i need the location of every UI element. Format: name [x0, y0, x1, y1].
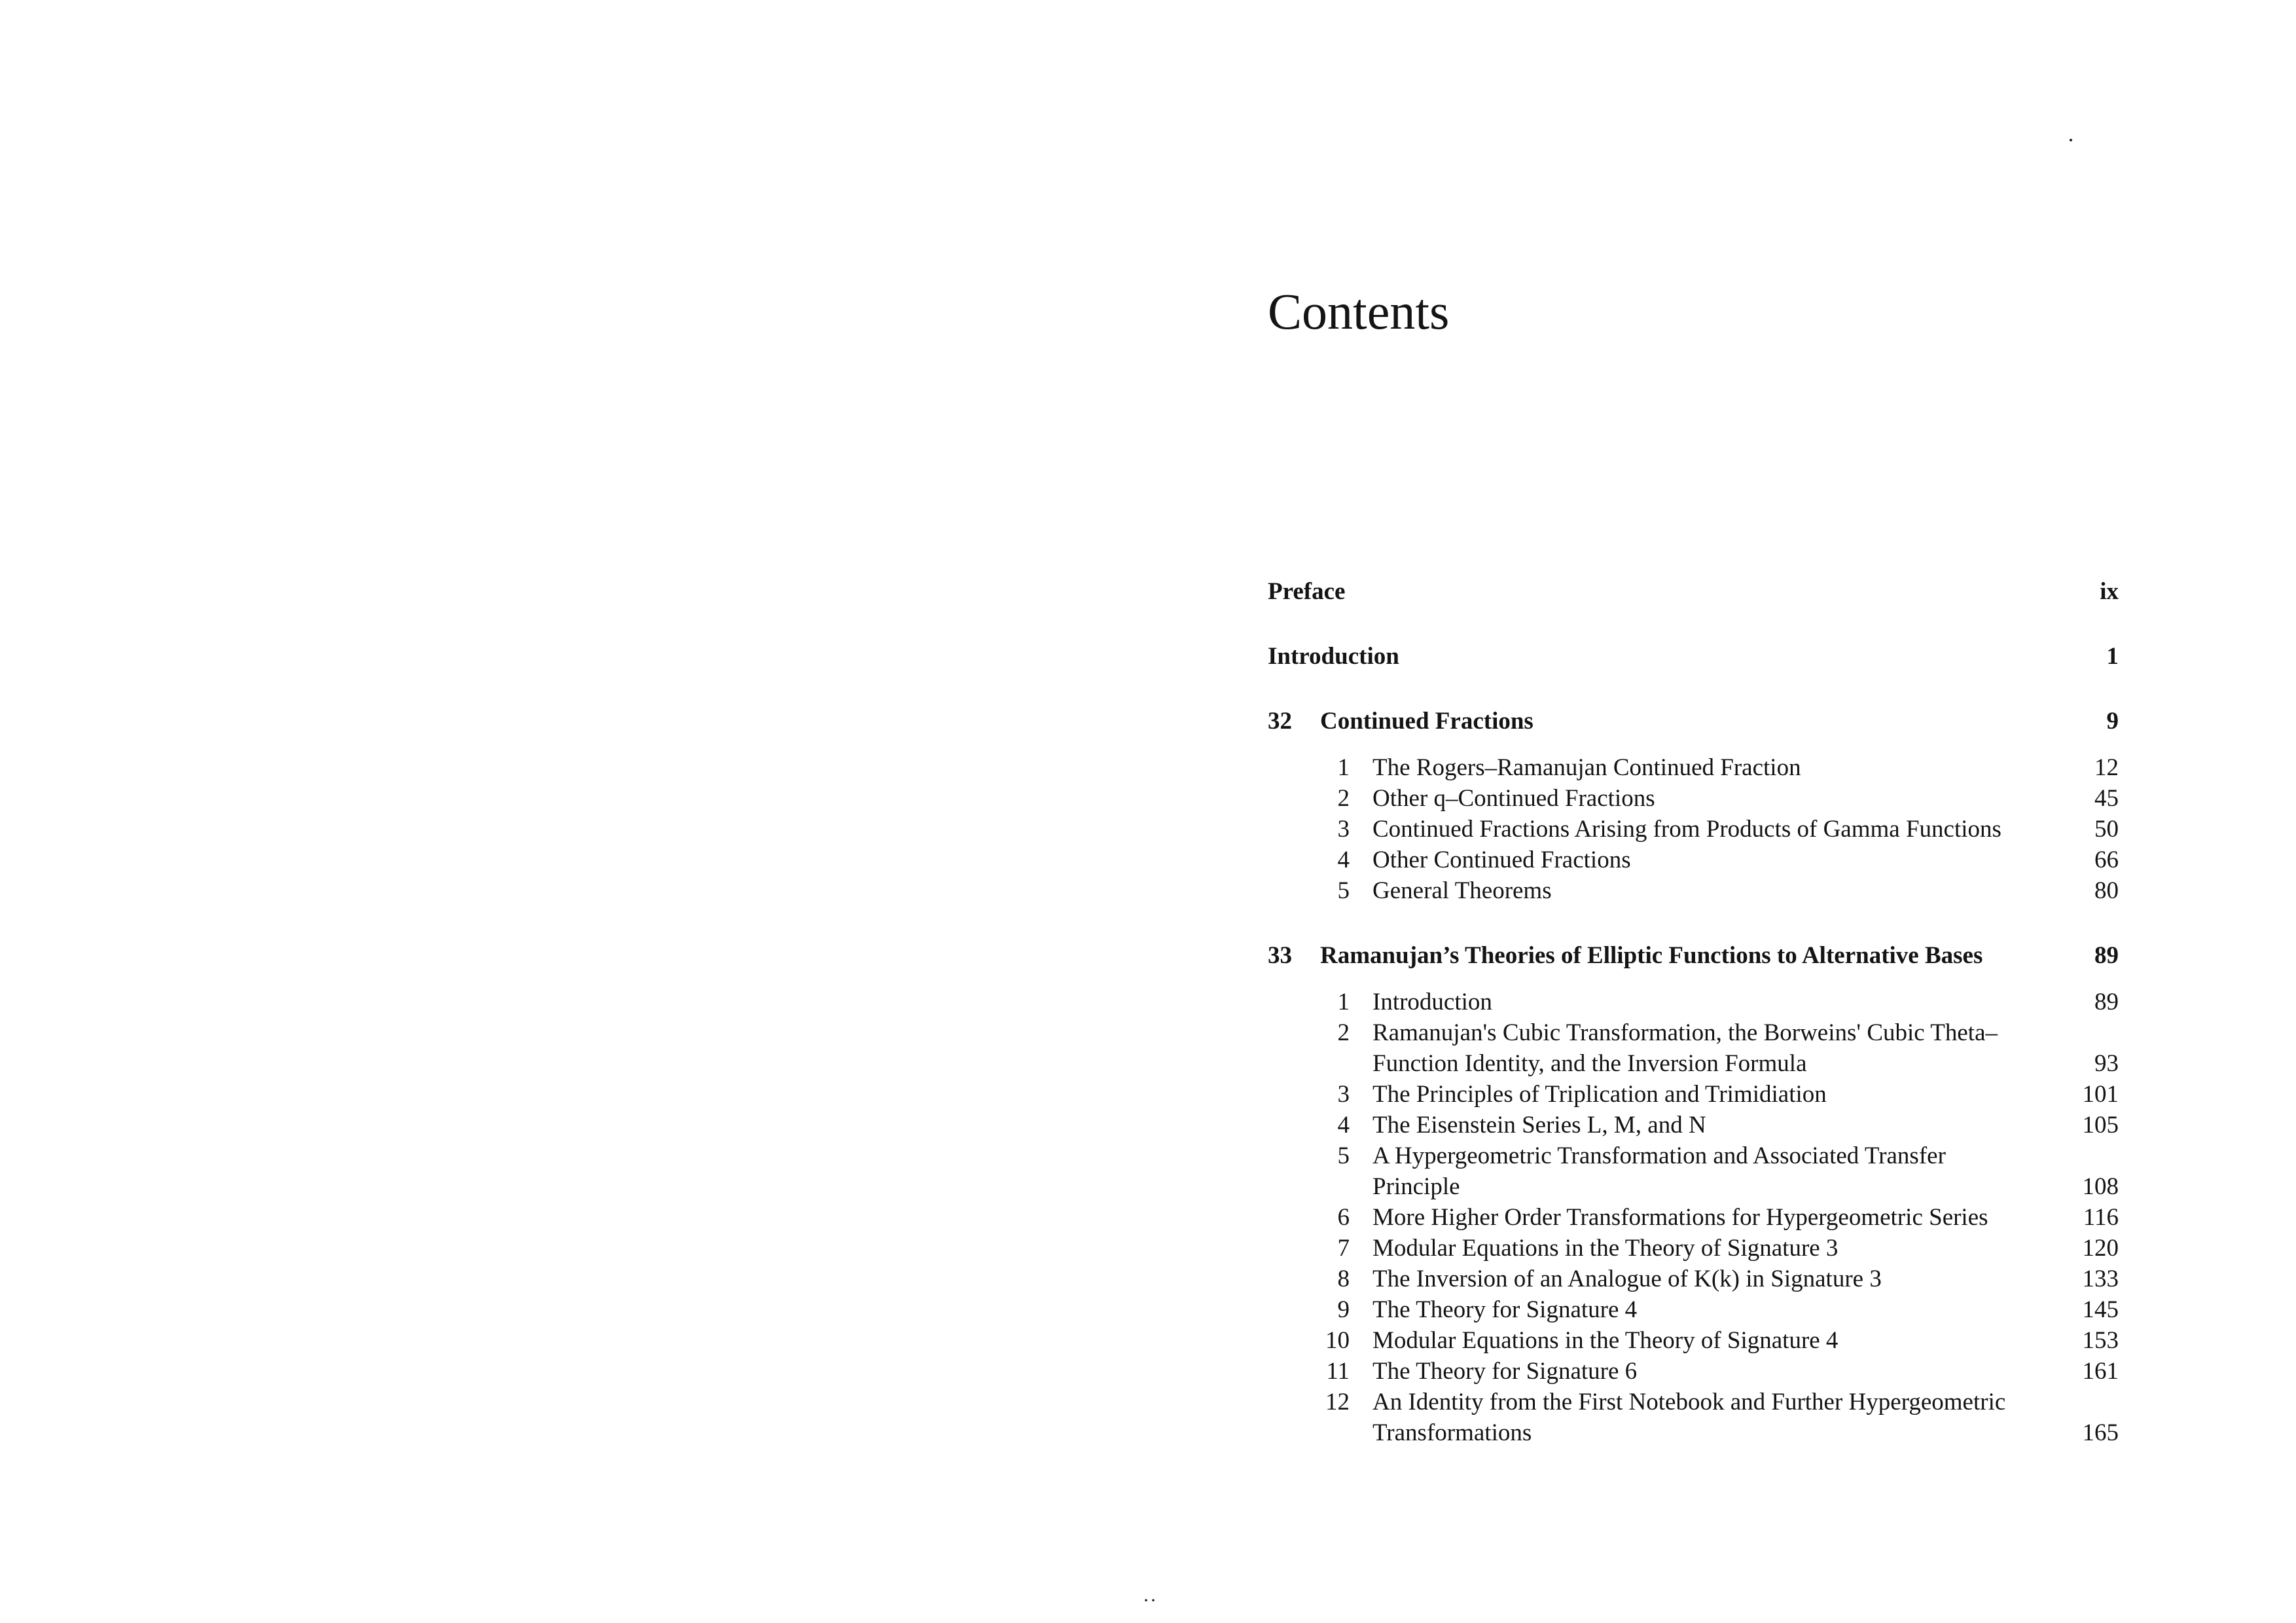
toc-page-number: 165: [2082, 1419, 2119, 1446]
toc-page-number: 105: [2082, 1112, 2119, 1139]
page-footer-mark: ··: [1143, 1590, 1157, 1611]
section-title: The Rogers–Ramanujan Continued Fraction: [1372, 754, 1801, 781]
toc-section[interactable]: [1268, 1079, 2119, 1110]
section-number: 9: [1337, 1296, 1350, 1323]
toc-page-number: 108: [2082, 1173, 2119, 1200]
section-number: 3: [1337, 816, 1350, 843]
toc-entry-preface[interactable]: [1268, 576, 2119, 607]
toc-section[interactable]: [1268, 875, 2119, 906]
toc-page-number: 45: [2094, 785, 2119, 812]
toc-page-number: 116: [2083, 1204, 2119, 1231]
section-number: 4: [1337, 847, 1350, 873]
section-number: 5: [1337, 1142, 1350, 1169]
section-title: Ramanujan's Cubic Transformation, the Borweins' Cubic Theta–Function Identity, and the Inversion Formula: [1372, 1019, 1998, 1077]
toc-section[interactable]: [1268, 845, 2119, 875]
toc-page-number: 80: [2094, 877, 2119, 904]
section-number: 4: [1337, 1112, 1350, 1139]
toc-page-number: 133: [2082, 1266, 2119, 1292]
section-number: 1: [1337, 989, 1350, 1015]
section-number: 5: [1337, 877, 1350, 904]
section-title: Introduction: [1372, 989, 1492, 1015]
section-number: 2: [1337, 1019, 1350, 1046]
toc-page-number: 1: [2106, 643, 2119, 670]
chapter-number: 32: [1268, 708, 1292, 735]
section-number: 12: [1325, 1389, 1350, 1415]
toc-page-number: 93: [2094, 1050, 2119, 1077]
toc-entry-title: Preface: [1268, 578, 1346, 605]
section-number: 10: [1325, 1327, 1350, 1354]
toc-page-number: 120: [2082, 1235, 2119, 1262]
page-title: Contents: [1268, 283, 1450, 340]
section-title: More Higher Order Transformations for Hypergeometric Series: [1372, 1204, 1988, 1231]
toc-section[interactable]: [1268, 1140, 2119, 1202]
section-title: Continued Fractions Arising from Products of Gamma Functions: [1372, 816, 2001, 843]
toc-section[interactable]: [1268, 1110, 2119, 1140]
section-number: 3: [1337, 1081, 1350, 1108]
section-number: 6: [1337, 1204, 1350, 1231]
section-number: 11: [1326, 1358, 1350, 1385]
section-title: General Theorems: [1372, 877, 1552, 904]
toc-page-number: 89: [2094, 942, 2119, 969]
section-title: The Eisenstein Series L, M, and N: [1372, 1112, 1706, 1139]
section-title: An Identity from the First Notebook and Further Hypergeometric Transformations: [1372, 1389, 2006, 1446]
section-number: 8: [1337, 1266, 1350, 1292]
toc-page-number: 101: [2082, 1081, 2119, 1108]
toc-section[interactable]: [1268, 1202, 2119, 1233]
toc-page-number: 9: [2106, 708, 2119, 735]
section-title: The Theory for Signature 6: [1372, 1358, 1638, 1385]
toc-section[interactable]: [1268, 1294, 2119, 1325]
toc-entry-title: Introduction: [1268, 643, 1399, 670]
chapter-32-sections: [1268, 752, 2119, 906]
toc-chapter-32[interactable]: [1268, 706, 2119, 737]
section-title: Other q–Continued Fractions: [1372, 785, 1655, 812]
toc-section[interactable]: [1268, 1264, 2119, 1294]
chapter-number: 33: [1268, 942, 1292, 969]
toc-section[interactable]: [1268, 987, 2119, 1017]
toc-page-number: 89: [2094, 989, 2119, 1015]
chapter-title: Continued Fractions: [1320, 708, 1534, 735]
toc-chapter-33[interactable]: [1268, 940, 2119, 971]
toc-page-number: ix: [2100, 578, 2119, 605]
toc-page-number: 66: [2094, 847, 2119, 873]
toc-page-number: 161: [2082, 1358, 2119, 1385]
toc-page-number: 12: [2094, 754, 2119, 781]
toc-section[interactable]: [1268, 783, 2119, 814]
toc-entry-introduction[interactable]: [1268, 641, 2119, 672]
chapter-33-sections: [1268, 987, 2119, 1448]
toc-page-number: 153: [2082, 1327, 2119, 1354]
toc-section[interactable]: [1268, 1233, 2119, 1264]
toc-section[interactable]: [1268, 1356, 2119, 1387]
toc-section[interactable]: [1268, 1387, 2119, 1448]
section-title: Other Continued Fractions: [1372, 847, 1631, 873]
section-number: 1: [1337, 754, 1350, 781]
section-title: The Theory for Signature 4: [1372, 1296, 1638, 1323]
toc-page-number: 50: [2094, 816, 2119, 843]
toc-page-number: 145: [2082, 1296, 2119, 1323]
section-number: 2: [1337, 785, 1350, 812]
section-title: A Hypergeometric Transformation and Associated Transfer Principle: [1372, 1142, 1946, 1200]
toc-section[interactable]: [1268, 1017, 2119, 1079]
print-speck: [2070, 139, 2072, 141]
chapter-title: Ramanujan’s Theories of Elliptic Functions to Alternative Bases: [1320, 942, 1983, 969]
toc-section[interactable]: [1268, 1325, 2119, 1356]
section-number: 7: [1337, 1235, 1350, 1262]
toc-section[interactable]: [1268, 814, 2119, 845]
section-title: The Principles of Triplication and Trimidiation: [1372, 1081, 1827, 1108]
table-of-contents: [1268, 576, 2119, 1448]
toc-section[interactable]: [1268, 752, 2119, 783]
section-title: Modular Equations in the Theory of Signature 3: [1372, 1235, 1839, 1262]
section-title: The Inversion of an Analogue of K(k) in Signature 3: [1372, 1266, 1882, 1292]
section-title: Modular Equations in the Theory of Signature 4: [1372, 1327, 1839, 1354]
